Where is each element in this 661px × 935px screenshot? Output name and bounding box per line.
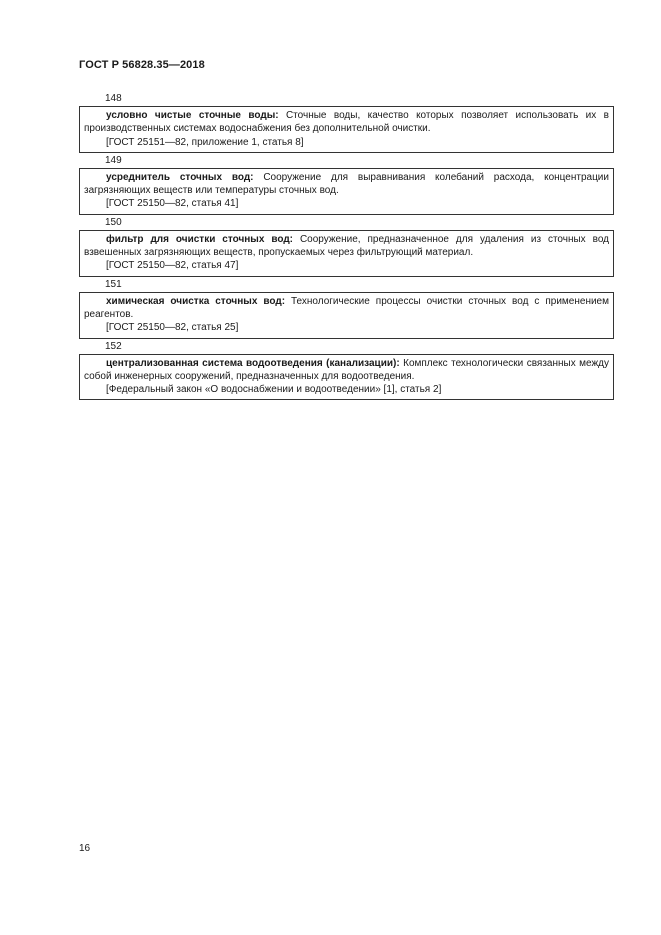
- term-box: [79, 354, 614, 401]
- term-entry: [79, 339, 614, 401]
- term-name: фильтр для очистки сточных вод:: [106, 233, 294, 245]
- term-number: 149: [105, 154, 122, 166]
- term-number: 148: [105, 93, 122, 104]
- term-source: [Федеральный закон «О водоснабжении и водоотведении» [1], статья 2]: [106, 384, 442, 396]
- page-footer: [79, 843, 90, 854]
- term-entry: [79, 277, 614, 339]
- term-source: [ГОСТ 25151—82, приложение 1, статья 8]: [106, 136, 304, 148]
- term-name: условно чистые сточные воды:: [106, 110, 279, 121]
- term-source: [ГОСТ 25150—82, статья 25]: [106, 322, 239, 334]
- term-definition: Сооружение для выравнивания колебаний расхода, концентрации загрязняющих веществ или температуры сточных вод.: [84, 171, 609, 197]
- term-definition-paragraph: [84, 233, 609, 260]
- doc-code: ГОСТ Р 56828.35—2018: [79, 59, 205, 71]
- term-box: [79, 106, 614, 153]
- page-number: 16: [79, 843, 91, 854]
- term-name: усреднитель сточных вод:: [106, 171, 254, 183]
- term-source: [ГОСТ 25150—82, статья 47]: [106, 260, 239, 272]
- term-box: [79, 168, 614, 215]
- term-number: 151: [105, 278, 122, 290]
- term-entry: [79, 153, 614, 215]
- term-definition: Технологические процессы очистки сточных вод с применением реагентов.: [84, 295, 609, 320]
- term-definition: Комплекс технологически связанных между собой инженерных сооружений, предназначенных для водоотведения.: [84, 357, 609, 382]
- term-definition-paragraph: [84, 171, 609, 198]
- term-box: [79, 292, 614, 339]
- term-definition-paragraph: [84, 295, 609, 322]
- document-header: [79, 59, 205, 71]
- term-source: [ГОСТ 25150—82, статья 41]: [106, 198, 239, 210]
- term-definition: Сточные воды, качество которых позволяет использовать их в производственных системах водоснабжения без дополнительной очистки.: [84, 110, 609, 135]
- term-definition-paragraph: [84, 109, 609, 136]
- term-name: химическая очистка сточных вод:: [106, 295, 286, 307]
- term-entry: [79, 215, 614, 277]
- term-number: 150: [105, 216, 122, 228]
- term-definition-paragraph: [84, 357, 609, 384]
- terms-list: [79, 91, 614, 400]
- term-definition: Сооружение, предназначенное для удаления из сточных вод взвешенных загрязняющих веществ, пропускаемых через фильтрующий материал.: [84, 233, 609, 259]
- term-entry: [79, 91, 614, 153]
- term-number: 152: [105, 340, 122, 352]
- term-box: [79, 230, 614, 277]
- term-name: централизованная система водоотведения (канализации):: [106, 357, 400, 369]
